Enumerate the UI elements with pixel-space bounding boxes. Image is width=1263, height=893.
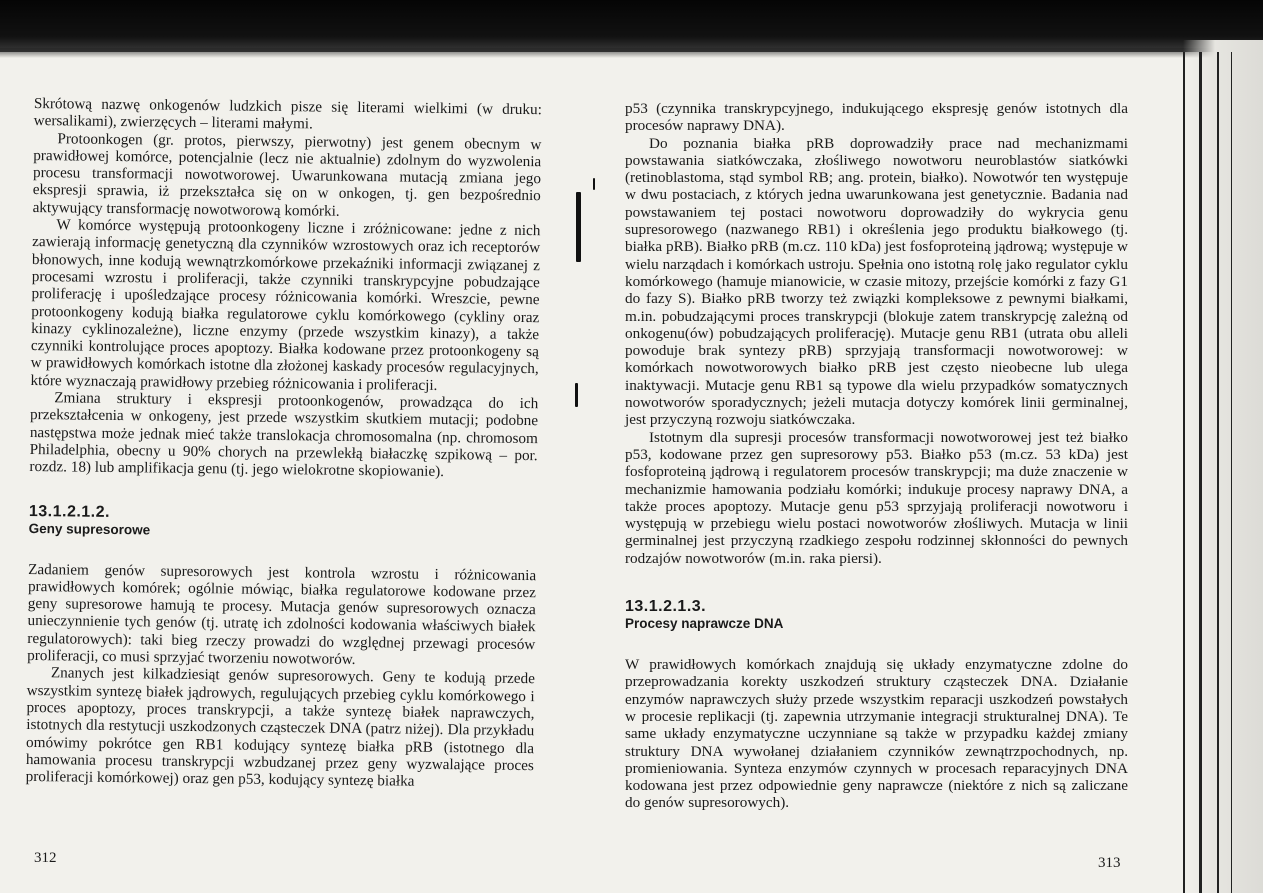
paragraph: W komórce występują protoonkogeny liczne i zróżnicowane: jedne z nich zawierają informację genetyczną dla czynników wzrostowych oraz ich receptorów błonowych, inne kodują wewnątrzkomórkowe przekaźniki informacji związanej z procesami wzrostu i proliferacji, także czynniki transkrypcyjne pobudzające proliferację i upośledzające procesy różnicowania komórki. Wreszcie, pewne protoonkogeny kodują białka regulatorowe cyklu komórkowego (cykliny oraz kinazy cyklinozależne), liczne enzymy (przede wszystkim kinazy), a także czynniki kontrolujące proces apoptozy. Białka kodowane przez protoonkogeny są w prawidłowych komórkach istotne dla złożonej kaskady procesów regulacyjnych, które wyznaczają prawidłowy przebieg różnicowania i proliferacji. bbox=[30, 216, 541, 394]
paragraph: Zadaniem genów supresorowych jest kontrola wzrostu i różnicowania prawidłowych komórek; ogólnie mówiąc, białka regulatorowe kodowane przez geny supresorowe hamują te procesy. Mutacja genów supresorowych oznacza unieczynnienie tych genów (tj. utratę ich zdolności kodowania właściwych białek regulatorowych): taki bieg rzeczy prowadzi do względnej przewagi procesów proliferacji, co musi sprzyjać tworzeniu nowotworów. bbox=[27, 560, 537, 668]
paragraph: p53 (czynnika transkrypcyjnego, indukującego ekspresję genów istotnych dla procesów naprawy DNA). bbox=[625, 100, 1128, 135]
page-edge-line bbox=[1217, 52, 1219, 893]
paragraph: Protoonkogen (gr. protos, pierwszy, pierwotny) jest genem obecnym w prawidłowej komórce, potencjalnie (lecz nie aktualnie) zdolnym do wyzwolenia procesu transformacji nowotworowej. Uwarunkowana mutacją zmiana jego ekspresji sprawia, iż przekształca się on w onkogen, tj. gen bezpośrednio aktywujący transformację nowotworową komórki. bbox=[32, 129, 542, 220]
paragraph: Znanych jest kilkadziesiąt genów supresorowych. Geny te kodują przede wszystkim syntezę białek jądrowych, regulujących przebieg cyklu komórkowego i proces apoptozy, proces transkrypcji, a także syntezę białek naprawczych, istotnych dla restytucji uszkodzonych cząsteczek DNA (patrz niżej). Dla przykładu omówimy pokrótce gen RB1 kodujący syntezę białka pRB (istotnego dla hamowania procesu transkrypcji wzbudzanej przez geny wyzwalające proces proliferacji komórkowej) oraz gen p53, kodujący syntezę białka bbox=[25, 664, 536, 790]
paragraph: Istotnym dla supresji procesów transformacji nowotworowej jest też białko p53, kodowane przez gen supresorowy p53. Białko p53 (m.cz. 53 kDa) jest fosfoproteiną jądrową i regulatorem procesów transkrypcji; ma duże znaczenie w mechanizmie hamowania podziału komórki; indukuje procesy naprawy DNA, a także proces apoptozy. Mutacje genu p53 sprzyjają proliferacji nowotworu i występują w przebiegu wielu postaci nowotworów złośliwych. Mutacja w linii germinalnej jest przyczyną rzadkiego zespołu rodzinnej skłonności do pewnych rodzajów nowotworów (m.in. raka piersi). bbox=[625, 428, 1128, 567]
gutter-mark bbox=[593, 178, 595, 190]
gutter-mark bbox=[575, 383, 578, 407]
section-title: Procesy naprawcze DNA bbox=[625, 616, 784, 632]
paragraph: W prawidłowych komórkach znajdują się układy enzymatyczne zdolne do przeprowadzania korekty uszkodzeń struktury cząsteczek DNA. Działanie enzymów naprawczych służy przede wszystkim reparacji uszkodzeń powstałych w procesie replikacji (tj. zapewnia utrzymanie integracji strukturalnej DNA). Te same układy enzymatyczne uczynniane są także w przypadku każdej zmiany struktury DNA wywołanej działaniem czynników zewnątrzpochodnych, np. promieniowania. Synteza enzymów czynnych w procesach reparacyjnych DNA kodowana jest przez odpowiednie geny naprawcze (niektóre z nich są zaliczane do genów supresorowych). bbox=[625, 656, 1128, 812]
page-number: 312 bbox=[34, 850, 57, 866]
paragraph: Do poznania białka pRB doprowadziły prace nad mechanizmami powstawania siatkówczaka, złośliwego nowotworu neuroblastów siatkówki (retinoblastoma, stąd symbol RB; ang. protein, białko). Nowotwór ten występuje w dwu postaciach, z których jedna uwarunkowana jest genetycznie. Badania nad powstawaniem tej postaci nowotworu doprowadziły do wykrycia genu supresorowego (nazwanego RB1) i określenia jego produktu białkowego (tj. białka pRB). Białko pRB (m.cz. 110 kDa) jest fosfoproteiną jądrową; występuje w wielu narządach i komórkach ustroju. Spełnia ono istotną rolę jako regulator cyklu komórkowego (hamuje mianowicie, w czasie mitozy, przejście komórki z fazy G1 do fazy S). Białko pRB tworzy też związki kompleksowe z pewnymi białkami, m.in. pobudzającymi proces transkrypcji (blokuje zatem transkrypcję zależną od onkogenu(ów) pobudzających proliferację). Mutacje genu RB1 (utrata obu alleli powoduje brak syntezy pRB) sprzyjają transformacji nowotworowej: w komórkach nowotworowych białko pRB jest często nieobecne lub ulega inaktywacji. Mutacje genu RB1 są typowe dla wielu przypadków somatycznych nowotworów sporadycznych; jeżeli mutacja dotyczy komórek linii germinalnej, jest przyczyną rozwoju siatkówczaka. bbox=[625, 134, 1128, 429]
section-number: 13.1.2.1.3. bbox=[625, 598, 707, 616]
page-edge-line bbox=[1183, 52, 1185, 893]
left-page bbox=[26, 95, 542, 792]
section-heading bbox=[29, 502, 537, 543]
paragraph: Zmiana struktury i ekspresji protoonkogenów, prowadząca do ich przekształcenia w onkogeny, jest przede wszystkim skutkiem mutacji; podobne następstwa może jednak mieć także translokacja chromosomalna (np. chromosom Philadelphia, obecny u 90% chorych na przewlekłą białaczkę szpikową – por. rozdz. 18) lub amplifikacja genu (tj. jego wielokrotne skopiowanie). bbox=[29, 389, 539, 481]
page-number: 313 bbox=[1098, 855, 1121, 871]
scan-shadow-fade bbox=[0, 48, 1263, 58]
gutter-mark bbox=[576, 192, 581, 262]
right-page bbox=[625, 100, 1128, 812]
section-number: 13.1.2.1.2. bbox=[28, 502, 111, 521]
page-edge-line bbox=[1231, 52, 1232, 893]
scan-shadow-top bbox=[0, 0, 1263, 52]
page-edge-line bbox=[1199, 52, 1202, 893]
paragraph: Skrótową nazwę onkogenów ludzkich pisze się literami wielkimi (w druku: wersalikami), zwierzęcych – literami małymi. bbox=[33, 95, 542, 133]
section-title: Geny supresorowe bbox=[28, 520, 151, 537]
section-heading bbox=[625, 597, 1128, 632]
scan-shadow-right bbox=[1183, 40, 1263, 893]
